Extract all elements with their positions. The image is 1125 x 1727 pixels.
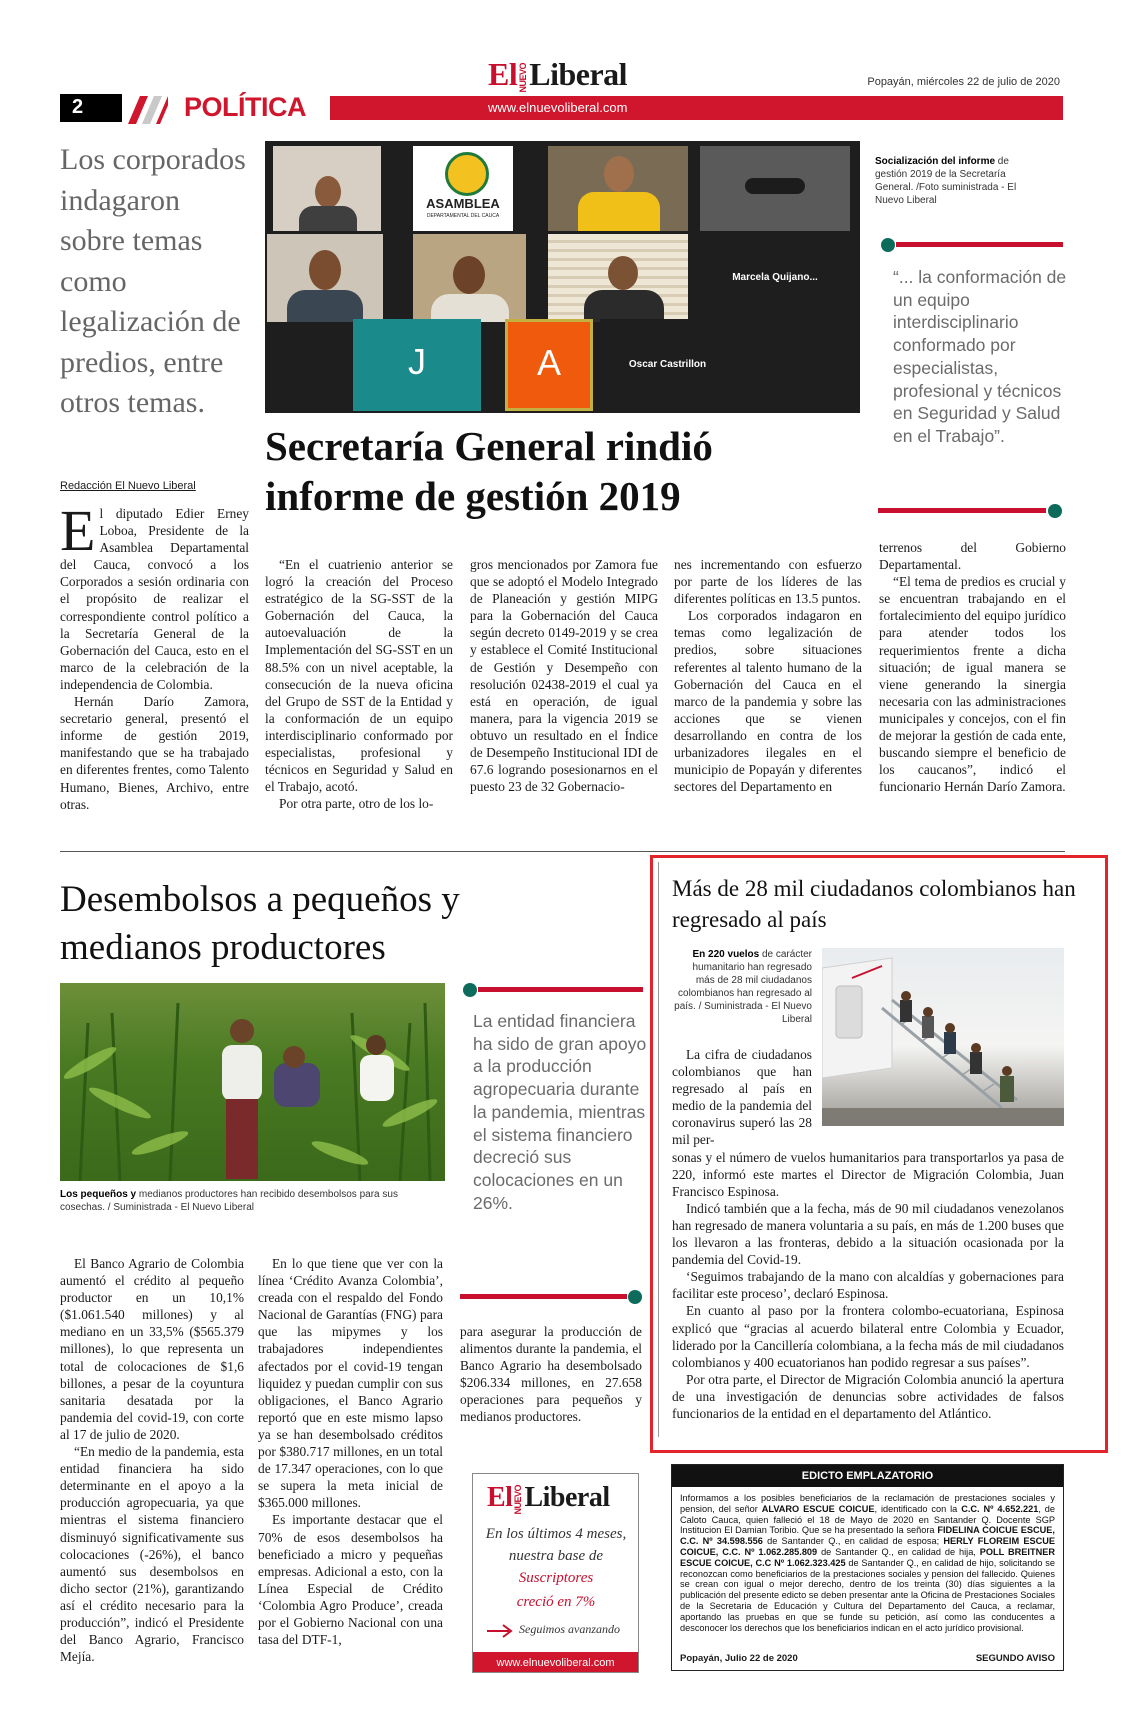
quote2-dot-top: [463, 983, 477, 997]
zoom-meeting-photo: [265, 141, 860, 413]
quote-line-top: [896, 242, 1063, 247]
article3-p5: Por otra parte, el Director de Migración Colombia anunció la apertura de una investigación de denuncias sobre actividades de falsos funcionarios de la entidad en el departamento del Atlántico.: [672, 1371, 1064, 1421]
caption-bold-2: Los pequeños y: [60, 1189, 137, 1200]
caption-rest-3: de carácter humanitario han regresado más de 28 mil ciudadanos colombianos han regresado al país. / Suministrada - El Nuevo Liberal: [674, 949, 812, 1025]
participant-name-2: Oscar Castrillon: [628, 359, 707, 370]
lead-quote: Los corporados indagaron sobre temas como legalización de predios, entre otros temas.: [60, 143, 246, 419]
photo-caption-2: [60, 1188, 445, 1214]
article1-col4-p1: nes incrementando con esfuerzo por parte de los líderes de las diferentes políticas en 13.5 puntos.: [674, 557, 862, 607]
edicto-body-a: Informamos a los posibles beneficiarios de la reclamación de prestaciones sociales y pension, del señor: [680, 1493, 1055, 1514]
page-number: 2: [72, 96, 84, 118]
edicto-body-i: de Santander Q., en calidad de hija,: [817, 1546, 980, 1557]
article3-p2: Indicó también que a la fecha, más de 90 mil ciudadanos venezolanos han regresado de manera voluntaria a su país, en más de 1.200 buses que los llevaron a las fronteras, debido a la situación ocasionada por la pandemia del Covid-19.: [672, 1200, 1064, 1268]
ad-logo-nuevo: NUEVO: [513, 1484, 524, 1515]
ad-logo: [487, 1482, 610, 1514]
article2-col2: [258, 1255, 443, 1648]
article3-body: [672, 1046, 1064, 1422]
participant-tile-a: A: [536, 342, 561, 383]
article1-col4: [674, 556, 862, 795]
article3-p4: En cuanto al paso por la frontera colombo-ecuatoriana, Espinosa explicó que “gracias al acuerdo bilateral entre Colombia y Ecuador, liderado por la Cancillería colombiana, a la fecha más de mil ciudadanos colombianos y 400 ecuatorianos han podido regresar a sus países”.: [672, 1303, 1064, 1370]
headline-3: Más de 28 mil ciudadanos colombianos han regresado al país: [672, 876, 1076, 932]
section-slashes: [118, 92, 168, 124]
asamblea-label: ASAMBLEA: [426, 196, 500, 211]
photo-caption-3: [672, 948, 812, 1026]
article1-col1: [60, 498, 249, 813]
caption-bold-3: En 220 vuelos: [692, 949, 760, 960]
quote2-line-top: [478, 987, 643, 992]
ad-line2: nuestra base de: [508, 1548, 604, 1564]
article1-col1-p2: Hernán Darío Zamora, secretario general, presentó el informe de gestión 2019, manifestando que se ha trabajado en diferentes frentes, como Talento Humano, Bienes, Archivo, entre otras.: [60, 694, 249, 812]
headline-1: Secretaría General rindió informe de gestión 2019: [265, 423, 713, 519]
article1-col1-p1: l diputado Edier Erney Loboa, Presidente de la Asamblea Departamental del Cauca, convocó a los Corporados a sesión ordinaria con el propósito de realizar el correspondiente control político a la Secretaría General de la Gobernación del Cauca, esto en el marco de la celebración de la independencia de Colombia.: [60, 506, 249, 692]
headline-2: Desembolsos a pequeños y medianos productores: [60, 879, 460, 968]
participant-name-1: Marcela Quijano...: [732, 272, 818, 283]
edicto-footer-right: SEGUNDO AVISO: [975, 1653, 1055, 1664]
ad-line4: creció en 7%: [516, 1594, 596, 1610]
article2-col3-p1: para asegurar la producción de alimentos durante la pandemia, el Banco Agrario ha desembolsado $206.334 millones, en 27.658 operaciones para pequeños y medianos productores.: [460, 1324, 642, 1425]
logo-el: El: [488, 56, 518, 92]
arrow-icon: [487, 1624, 517, 1638]
article3-p1-short: La cifra de ciudadanos colombianos que han regresado al país en medio de la pandemia del coronavirus superó las 28 mil per-: [672, 1047, 812, 1148]
edicto-body-j: POLL BREITNER ESCUE COICUE, C.C Nº 1.062.323.425: [680, 1546, 1055, 1568]
edicto-box: [671, 1464, 1064, 1671]
edicto-body-f: FIDELINA COICUE ESCUE, C.C. Nº 34.598.556: [680, 1525, 1055, 1547]
article3-divider: [658, 862, 659, 1437]
article1-col5-p2: “El tema de predios es crucial y se encuentran trabajando en el fortalecimiento del equipo jurídico para atender todos los requerimientos frente a dicha situación; de igual manera se viene generando la sinergia necesaria con las administraciones municipales y concejos, con el fin de mejorar la gestión de cada ente, buscando siempre el beneficio de los caucanos”, indicó el funcionario Hernán Darío Zamora.: [879, 574, 1066, 795]
caption-bold: Socialización del informe: [875, 156, 996, 167]
edicto-body-c: , identificado con la: [874, 1503, 962, 1514]
article1-col2-p1: “En el cuatrienio anterior se logró la creación del Proceso estratégico de la SG-SST de la Gobernación del Cauca, la autoevaluación de la Implementación del SG-SST en un 88.5% con un nivel aceptable, la consecución de la nueva oficina del Grupo de SST de la Entidad y la conformación de un equipo interdisciplinario conformado por especialistas, profesional y técnicos en Seguridad y Salud en el Trabajo, acotó.: [265, 557, 453, 795]
article1-col3: [470, 556, 658, 795]
article2-col1-p1: El Banco Agrario de Colombia aumentó el crédito al pequeño productor en un 10,1% ($1.061.540 millones) y al mediano en un 33,5% ($565.379 millones), lo que representa un total de colocaciones de $1,6 billones, a pesar de la coyuntura sanitaria desatada por la pandemia del covid-19, con corte al 17 de julio de 2020.: [60, 1256, 244, 1442]
pull-quote-1: “... la conformación de un equipo interdisciplinario conformado por especialistas, profesional y técnicos en Seguridad y Salud en el Trabajo”.: [893, 267, 1067, 446]
participant-tile-j: J: [408, 341, 426, 382]
edicto-body-k: de Santander Q., en calidad de hijo, solicitando se reconozcan como beneficiarios de la prestaciones sociales y pension del fallecido. Quienes se crean con igual o mejor derecho, dentro de los treinta (30) días siguientes a la publicación del presente edicto se deben presentar ante la Oficina de Prestaciones Sociales de la Secretaria de Educación y Cultura del Departamento del Cauca, a reclamar, aportando las pruebas en que se funde su petición, así como las conducentes a desconocer los derechos que los beneficiarios indican en el acto jurídico provisional.: [680, 1557, 1056, 1633]
asamblea-sublabel: DEPARTAMENTAL DEL CAUCA: [426, 213, 500, 219]
ad-logo-el: El: [487, 1482, 513, 1513]
quote-line-bottom: [878, 508, 1046, 513]
edicto-body-e: , de Caloto Cauca, quien falleció el 18 de Mayo de 2020 en Santander Q. Docente SGP Institucion El Damian Toribio. Que se ha presentado la señora: [680, 1503, 1056, 1536]
quote-dot-bottom: [1048, 504, 1062, 518]
edicto-body-g: de Santander Q., en calidad de esposa;: [762, 1536, 944, 1547]
edicto-body-h: HERLY FLOREIM ESCUE COICUE, C.C. Nº 1.062.285.809: [680, 1536, 1055, 1557]
masthead-logo: [488, 56, 648, 92]
dateline: Popayán, miércoles 22 de julio de 2020: [867, 76, 1060, 88]
edicto-body: [680, 1493, 1055, 1633]
article2-col1-p2: “En medio de la pandemia, esta entidad financiera ha sido determinante en el apoyo a la producción agropecuaria, ya que mientras el sistema financiero disminuyó significativamente sus colocaciones (-26%), el banco aumentó sus desembolsos en dicho sector (21%), garantizando así el crédito necesario para la producción”, indicó el Presidente del Banco Agrario, Francisco Mejía.: [60, 1444, 244, 1665]
caption-rest: de gestión 2019 de la Secretaría General. /Foto suministrada - El Nuevo Liberal: [875, 156, 1017, 206]
ad-line1: En los últimos 4 meses,: [485, 1526, 627, 1542]
page-number-box: [60, 94, 122, 122]
article1-col5: [879, 539, 1066, 795]
byline: Redacción El Nuevo Liberal: [60, 480, 196, 492]
edicto-body-b: ALVARO ESCUE COICUE: [761, 1503, 875, 1514]
section-divider: [60, 851, 1065, 852]
ad-line3: Suscriptores: [518, 1570, 594, 1586]
article2-col1: [60, 1255, 244, 1665]
header-red-bar: [330, 96, 1063, 120]
ad-line5: Seguimos avanzando: [519, 1622, 620, 1636]
article1-col2: [265, 556, 453, 812]
pull-quote-2: La entidad financiera ha sido de gran apoyo a la producción agropecuaria durante la pandemia, mientras el sistema financiero decreció sus colocaciones en un 26%.: [473, 1011, 647, 1213]
article2-col3: [460, 1323, 642, 1426]
quote-dot-top: [881, 238, 895, 252]
quote2-line-bottom: [460, 1294, 627, 1299]
edicto-body-d: C.C. Nº 4.652.221: [961, 1503, 1039, 1514]
article1-col5-p1: terrenos del Gobierno Departamental.: [879, 540, 1066, 573]
article2-col2-p1: En lo que tiene que ver con la línea ‘Crédito Avanza Colombia’, creada con el respaldo del Fondo Nacional de Garantías (FNG) para que las mipymes y los trabajadores independientes afectados por el covid-19 tengan liquidez y puedan cumplir con sus obligaciones, el Banco Agrario reportó que en este mismo lapso ya se han desembolsado créditos por $380.717 millones, en un total de 17.347 operaciones, con lo que se supera la meta inicial de $365.000 millones.: [258, 1256, 443, 1511]
article1-col4-p2: Los corporados indagaron en temas como legalización de predios, sobre situaciones referentes al talento humano de la Gobernación del Cauca en el marco de la pandemia y sobre las acciones que se vienen desarrollando en contra de los urbanizadores ilegales en el municipio de Popayán y diferentes sectores del Departamento en: [674, 608, 862, 795]
article3-p3: ‘Seguimos trabajando de la mano con alcaldías y gobernaciones para facilitar este proceso’, declaró Espinosa.: [672, 1269, 1064, 1302]
edicto-title: EDICTO EMPLAZATORIO: [672, 1465, 1063, 1487]
article2-col2-p2: Es importante destacar que el 70% de esos desembolsos ha beneficiado a micro y pequeñas empresas. Adicional a esto, con la Línea Especial de Crédito ‘Colombia Agro Produce’, creada por el Gobierno Nacional con una tasa del DTF-1,: [258, 1512, 443, 1648]
website-url: www.elnuevoliberal.com: [488, 100, 628, 115]
logo-liberal: Liberal: [529, 56, 628, 92]
logo-nuevo: NUEVO: [518, 62, 529, 93]
article1-col2-p2: Por otra parte, otro de los lo-: [279, 796, 434, 812]
cornfield-photo: [60, 983, 445, 1181]
section-title: POLÍTICA: [184, 92, 306, 122]
article3-p1-rest: sonas y el número de vuelos humanitarios para transportarlos ya pasa de 220, informó este martes el Director de Migración Colombia, Juan Francisco Espinosa.: [672, 1149, 1064, 1199]
quote2-dot-bottom: [628, 1290, 642, 1304]
photo-caption-1: [875, 155, 1035, 207]
caption-rest-2: medianos productores han recibido desembolsos para sus cosechas. / Suministrada - El Nuevo Liberal: [60, 1189, 398, 1213]
ad-url: www.elnuevoliberal.com: [496, 1657, 615, 1669]
drop-cap: E: [60, 498, 96, 563]
edicto-footer-left: Popayán, Julio 22 de 2020: [680, 1653, 798, 1664]
subscriber-ad: [472, 1473, 639, 1673]
ad-logo-liberal: Liberal: [524, 1482, 610, 1513]
article1-col3-p1: gros mencionados por Zamora fue que se adoptó el Modelo Integrado de Planeación y gestión MIPG para la Gobernación del Cauca según decreto 0149-2019 y se crea y establece el Comité Institucional de Gestión y Desempeño con resolución 02438-2019 el cual ya está en operación, de igual manera, para la vigencia 2019 se obtuvo un resultado en el Índice de Desempeño Institucional IDI de 67.6 logrando posesionarnos en el puesto 23 de 32 Gobernacio-: [470, 557, 658, 795]
